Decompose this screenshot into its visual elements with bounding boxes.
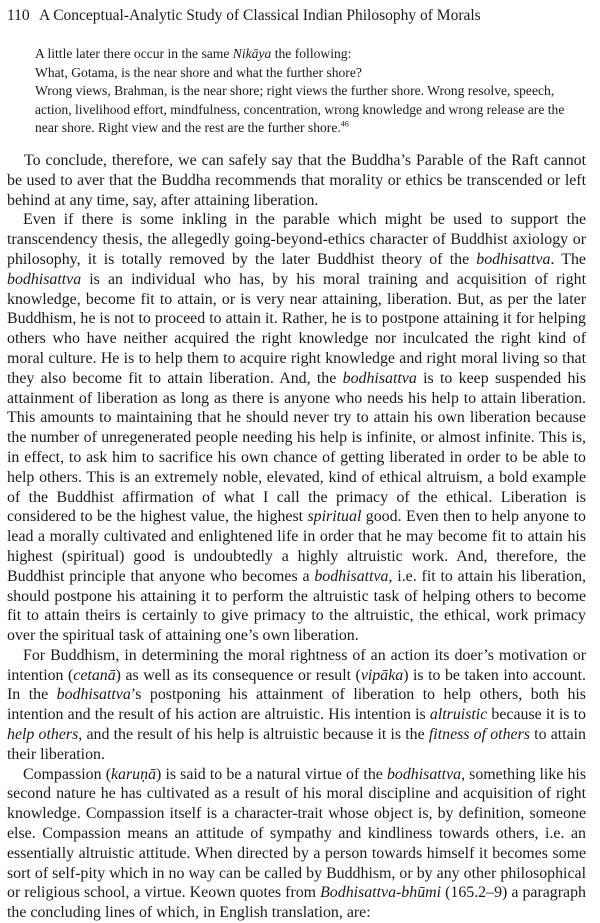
block-quote	[7, 45, 586, 138]
page-number: 110	[7, 7, 30, 24]
paragraph-4: Compassion (karuṇā) is said to be a natural virtue of the bodhisattva, something like his second nature he has cultivated as a result of his moral discipline and acquisition of right knowledge. Compassion itself is a character-trait whose object is, by definition, someone else. Compassion means an attitude of sympathy and kindliness towards others, i.e. an essentially altruistic attitude. When directed by a person towards himself it becomes some sort of self-pity which in no way can be called by Buddhism, or by any other philosophical or religious school, a virtue. Keown quotes from Bodhisattva-bhūmi (165.2–9) a paragraph the concluding lines of which, in English translation, are:	[7, 765, 586, 922]
quote-line-3: Wrong views, Brahman, is the near shore; right views the further shore. Wrong resolve, speech, action, livelihood effort, mindfulness, concentration, wrong knowledge and wrong release are the near shore. Right view and the rest are the further shore.$^{46}$	[35, 83, 565, 136]
paragraph-2: Even if there is some inkling in the parable which might be used to support the transcendency thesis, the allegedly going-beyond-ethics character of Buddhist axiology or philosophy, it is totally removed by the later Buddhist theory of the bodhisattva. The bodhisattva is an individual who has, by his moral training and acquisition of right knowledge, become fit to attain, or is very near attaining, liberation. But, as per the later Buddhism, he is not to proceed to attain it. Rather, he is to postpone attaining it for helping others who have neither acquired the right knowledge nor inculcated the right kind of moral culture. He is to help them to acquire right knowledge and right moral living so that they also become fit to attain liberation. And, the bodhisattva is to keep suspended his attainment of liberation as long as there is anyone who needs his help to attain liberation. This amounts to maintaining that he should never try to attain his own liberation because the number of unregenerated people needing his help is infinite, or almost infinite. This is, in effect, to ask him to sacrifice his own chance of getting liberated in order to be able to help others. This is an extremely noble, elevated, kind of ethical altruism, a bold example of the Buddhist affirmation of what I call the primacy of the ethical. Liberation is considered to be the highest value, the highest spiritual good. Even then to help anyone to lead a morally cultivated and enlightened life in order that he may become fit to attain his highest (spiritual) good is undoubtedly a highly altruistic work. And, therefore, the Buddhist principle that anyone who becomes a bodhisattva, i.e. fit to attain his liberation, should postpone his attaining it to perform the altruistic task of helping others to become fit to attain theirs is certainly to give primacy to the altruistic, the ethical, work primacy over the spiritual task of attaining one’s own liberation.	[7, 211, 586, 645]
body-text	[7, 151, 586, 923]
paragraph-3: For Buddhism, in determining the moral rightness of an action its doer’s motivation or intention (cetanā) as well as its consequence or result (vipāka) is to be taken into account. In the bodhisattva’s postponing his attainment of liberation to help others, both his intention and the result of his action are altruistic. His intention is altruistic because it is to help others, and the result of his help is altruistic because it is the fitness of others to attain their liberation.	[7, 646, 587, 763]
paragraph-1: To conclude, therefore, we can safely say that the Buddha’s Parable of the Raft cannot be used to aver that the Buddha recommends that morality or ethics be transcended or left behind at any time, say, after attaining liberation.	[7, 151, 586, 209]
running-title: A Conceptual-Analytic Study of Classical Indian Philosophy of Morals	[39, 7, 481, 24]
quote-line-1: A little later there occur in the same Nikāya the following:	[35, 46, 352, 61]
footnote-ref: 46	[340, 119, 349, 129]
quote-line-2: What, Gotama, is the near shore and what the further shore?	[35, 64, 362, 80]
running-header	[7, 6, 586, 26]
